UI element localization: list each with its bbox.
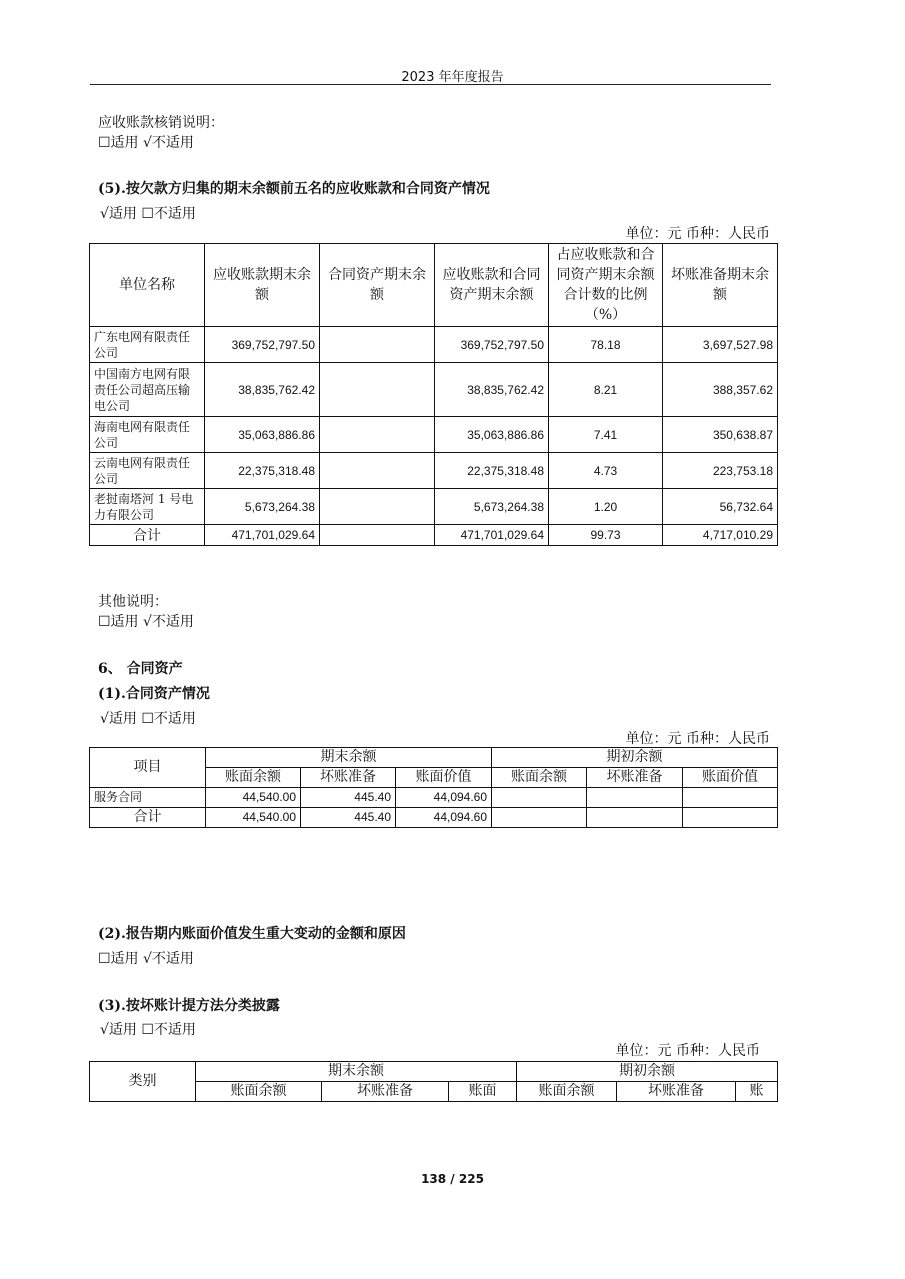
cell-value [320, 525, 435, 546]
col-header: 占应收账款和合同资产期末余额合计数的比例（%） [549, 244, 663, 327]
col-header: 坏账准备 [322, 1082, 449, 1102]
top5-unit: 单位：元 币种：人民币 [625, 226, 770, 242]
writeoff-title: 应收账款核销说明： [98, 115, 224, 131]
contract-assets-options: √适用 ☐不适用 [100, 711, 196, 727]
cell-value: 35,063,886.86 [435, 417, 549, 453]
col-header: 坏账准备 [617, 1082, 736, 1102]
table-row [90, 489, 778, 525]
table-total-row [90, 808, 778, 828]
cell-value: 445.40 [301, 808, 396, 828]
cell-value [320, 417, 435, 453]
cell-value: 44,540.00 [206, 788, 301, 808]
cell-name: 云南电网有限责任公司 [90, 453, 205, 489]
change-options: ☐适用 √不适用 [98, 951, 194, 967]
top5-options: √适用 ☐不适用 [100, 206, 196, 222]
table-total-row [90, 525, 778, 546]
other-options: ☐适用 √不适用 [98, 614, 194, 630]
classify-heading: (3).按坏账计提方法分类披露 [98, 998, 280, 1014]
table-row [90, 363, 778, 417]
col-header: 账面 [449, 1082, 517, 1102]
page-header-title: 2023 年年度报告 [401, 70, 504, 85]
col-header: 应收账款期末余额 [205, 244, 320, 327]
cell-value: 8.21 [549, 363, 663, 417]
cell-value: 38,835,762.42 [435, 363, 549, 417]
col-group-begin: 期初余额 [517, 1062, 778, 1082]
col-group-begin: 期初余额 [492, 748, 778, 768]
cell-value: 369,752,797.50 [205, 327, 320, 363]
cell-value: 5,673,264.38 [205, 489, 320, 525]
writeoff-options: ☐适用 √不适用 [98, 135, 194, 151]
cell-value: 471,701,029.64 [435, 525, 549, 546]
cell-value [683, 788, 778, 808]
cell-value [320, 489, 435, 525]
col-header: 账面余额 [206, 768, 301, 788]
cell-value: 1.20 [549, 489, 663, 525]
col-header: 坏账准备期末余额 [663, 244, 778, 327]
table-header-row [90, 244, 778, 327]
cell-name: 海南电网有限责任公司 [90, 417, 205, 453]
cell-value [683, 808, 778, 828]
cell-value: 471,701,029.64 [205, 525, 320, 546]
header-divider [90, 84, 771, 85]
cell-name: 中国南方电网有限责任公司超高压输电公司 [90, 363, 205, 417]
top5-table [89, 243, 778, 546]
cell-value: 99.73 [549, 525, 663, 546]
cell-value [320, 453, 435, 489]
table-header-row [90, 1062, 778, 1082]
classify-unit: 单位：元 币种：人民币 [615, 1043, 760, 1059]
cell-value: 5,673,264.38 [435, 489, 549, 525]
cell-value [587, 808, 683, 828]
col-header: 账面价值 [396, 768, 492, 788]
cell-name: 广东电网有限责任公司 [90, 327, 205, 363]
page-number: 138 / 225 [421, 1172, 484, 1186]
col-header: 账面价值 [683, 768, 778, 788]
cell-value: 388,357.62 [663, 363, 778, 417]
table-row [90, 327, 778, 363]
cell-value: 4,717,010.29 [663, 525, 778, 546]
cell-value: 44,540.00 [206, 808, 301, 828]
col-header: 账面余额 [492, 768, 587, 788]
table-header-row [90, 748, 778, 768]
cell-value: 4.73 [549, 453, 663, 489]
cell-value [492, 808, 587, 828]
cell-value: 35,063,886.86 [205, 417, 320, 453]
col-header: 合同资产期末余额 [320, 244, 435, 327]
contract-assets-table [89, 747, 778, 828]
cell-value [587, 788, 683, 808]
cell-name: 服务合同 [90, 788, 206, 808]
col-header: 单位名称 [90, 244, 205, 327]
cell-value: 22,375,318.48 [435, 453, 549, 489]
cell-value: 369,752,797.50 [435, 327, 549, 363]
other-title: 其他说明： [98, 594, 168, 610]
col-header: 坏账准备 [587, 768, 683, 788]
col-header: 应收账款和合同资产期末余额 [435, 244, 549, 327]
cell-total-label: 合计 [90, 808, 206, 828]
col-header-item: 项目 [90, 748, 206, 788]
col-group-end: 期末余额 [206, 748, 492, 768]
cell-value [492, 788, 587, 808]
classify-options: √适用 ☐不适用 [100, 1022, 196, 1038]
cell-value: 22,375,318.48 [205, 453, 320, 489]
col-header: 坏账准备 [301, 768, 396, 788]
change-heading: (2).报告期内账面价值发生重大变动的金额和原因 [98, 926, 406, 942]
top5-heading: (5).按欠款方归集的期末余额前五名的应收账款和合同资产情况 [98, 181, 490, 197]
classify-table [89, 1061, 778, 1102]
table-row [90, 788, 778, 808]
contract-assets-unit: 单位：元 币种：人民币 [625, 731, 770, 747]
cell-value [320, 363, 435, 417]
table-row [90, 417, 778, 453]
cell-value: 223,753.18 [663, 453, 778, 489]
cell-value: 44,094.60 [396, 808, 492, 828]
cell-total-label: 合计 [90, 525, 205, 546]
col-header-category: 类别 [90, 1062, 196, 1102]
cell-value [320, 327, 435, 363]
cell-value: 44,094.60 [396, 788, 492, 808]
cell-value: 38,835,762.42 [205, 363, 320, 417]
cell-value: 3,697,527.98 [663, 327, 778, 363]
col-group-end: 期末余额 [196, 1062, 517, 1082]
cell-value: 7.41 [549, 417, 663, 453]
section-6-title: 6、 合同资产 [98, 661, 183, 677]
col-header: 账面余额 [517, 1082, 617, 1102]
cell-name: 老挝南塔河 1 号电力有限公司 [90, 489, 205, 525]
contract-assets-heading: (1).合同资产情况 [98, 686, 210, 702]
cell-value: 445.40 [301, 788, 396, 808]
cell-value: 56,732.64 [663, 489, 778, 525]
table-row [90, 453, 778, 489]
col-header: 账 [736, 1082, 778, 1102]
cell-value: 78.18 [549, 327, 663, 363]
cell-value: 350,638.87 [663, 417, 778, 453]
col-header: 账面余额 [196, 1082, 322, 1102]
